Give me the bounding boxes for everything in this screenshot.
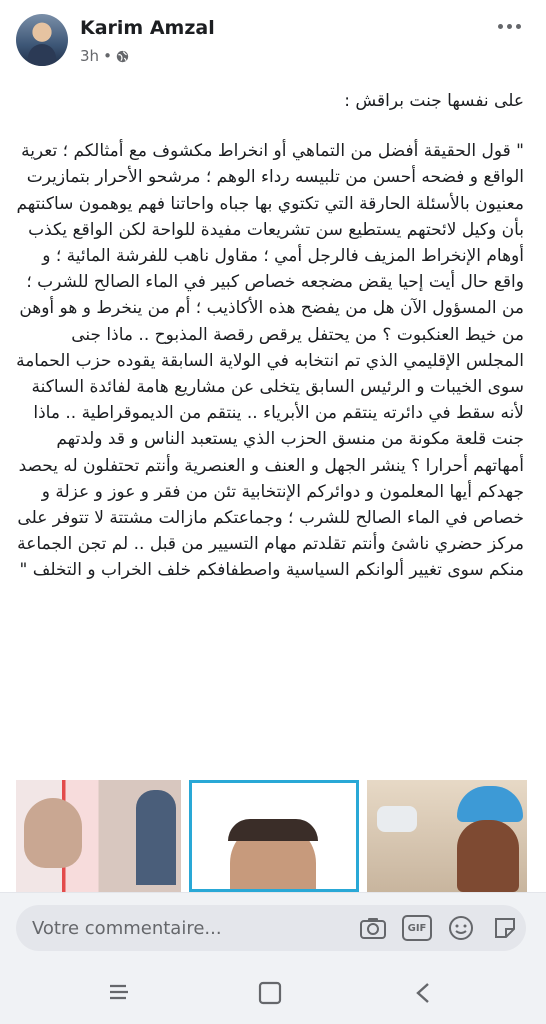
sticker-icon[interactable] <box>490 913 520 943</box>
post-intro: على نفسها جنت براقش : <box>344 91 524 111</box>
post-body: " قول الحقيقة أفضل من التماهي أو انخراط مكشوف مع أمثالكم ؛ تعرية الواقع و فضحه أحسن من تلبيسه رداء الوهم ؛ مرشحو الأحرار بتمازيرت معنيون بالأسئلة الحارقة التي تكتوي بها جباه واحاتنا فهم يوهمون ساكنتهم بأن وكيل لائحتهم يستطيع سن تشريعات مفيدة للواحة لكن الواقع يكذب أوهام الإنخراط المزيف فالرجل أمي ؛ مقاول ناهب للفرشة المائية ؛ و واقع حال أيت إحيا يقض مضجعه خصاص كبير في الماء الصالح للشرب ؛ من المسؤول الآن هل من يفضح هذه الأكاذيب ؛ أم من ينخرط و هو أوهن من خيط العنكبوت ؟ من يحتفل يرقص رقصة المذبوح .. ماذا جنى المجلس الإقليمي الذي تم انتخابه في الولاية السابقة يقوده حزب الحمامة سوى الخيبات و الرئيس السابق يتخلى عن مشاريع هامة لفائدة الساكنة لأنه سقط في دائرته ينتقم من الأبرياء .. ينتقم من الديموقراطية .. ماذا جنت قلعة مكونة من منسق الحزب الذي يستعبد الناس و قد ولدتهم أمهاتهم أحرارا ؟ ينشر الجهل و العنف و العنصرية وأنتم تحتفلون له يحصد جهدكم أيها المعلمون و دوائركم الإنتخابية تئن من فقر و عوز و عزلة و خصاص في الماء الصالح للشرب ؛ وجماعتكم مازالت مشتتة لا تتوفر على مركز حضري ناشئ وأنتم تقلدتم مهام التسيير من قبل .. لم تجن الجماعة منكم سوى تغيير ألوانكم السياسية واصطفافكم خلف الخراب و التخلف " <box>16 141 524 581</box>
post-text <box>16 88 524 584</box>
more-dot <box>516 24 521 29</box>
post-photos <box>16 780 530 892</box>
recent-apps-icon <box>106 980 132 1004</box>
comment-placeholder: Votre commentaire... <box>32 917 222 939</box>
post-time[interactable]: 3h <box>80 47 100 65</box>
comment-bar <box>0 892 546 963</box>
author-name[interactable]: Karim Amzal <box>80 17 215 39</box>
more-dot <box>507 24 512 29</box>
back-button[interactable] <box>410 980 440 1006</box>
recent-apps-button[interactable] <box>106 980 136 1006</box>
back-icon <box>410 980 438 1006</box>
gif-label: GIF <box>402 915 432 941</box>
post-photo[interactable] <box>189 780 359 892</box>
author-avatar[interactable] <box>16 14 68 66</box>
system-nav-bar <box>0 962 546 1024</box>
home-icon <box>256 980 284 1006</box>
meta-separator: • <box>103 47 112 65</box>
emoji-icon[interactable] <box>446 913 476 943</box>
post-meta <box>80 47 129 65</box>
comment-icons <box>358 905 520 951</box>
post-photo[interactable] <box>367 780 527 892</box>
post-header <box>0 0 546 80</box>
camera-icon[interactable] <box>358 913 388 943</box>
more-dot <box>498 24 503 29</box>
gif-icon[interactable] <box>402 913 432 943</box>
more-options-button[interactable] <box>492 16 526 36</box>
face-mask <box>377 806 417 832</box>
post-photo[interactable] <box>16 780 181 892</box>
globe-icon <box>116 50 129 63</box>
home-button[interactable] <box>256 980 286 1006</box>
